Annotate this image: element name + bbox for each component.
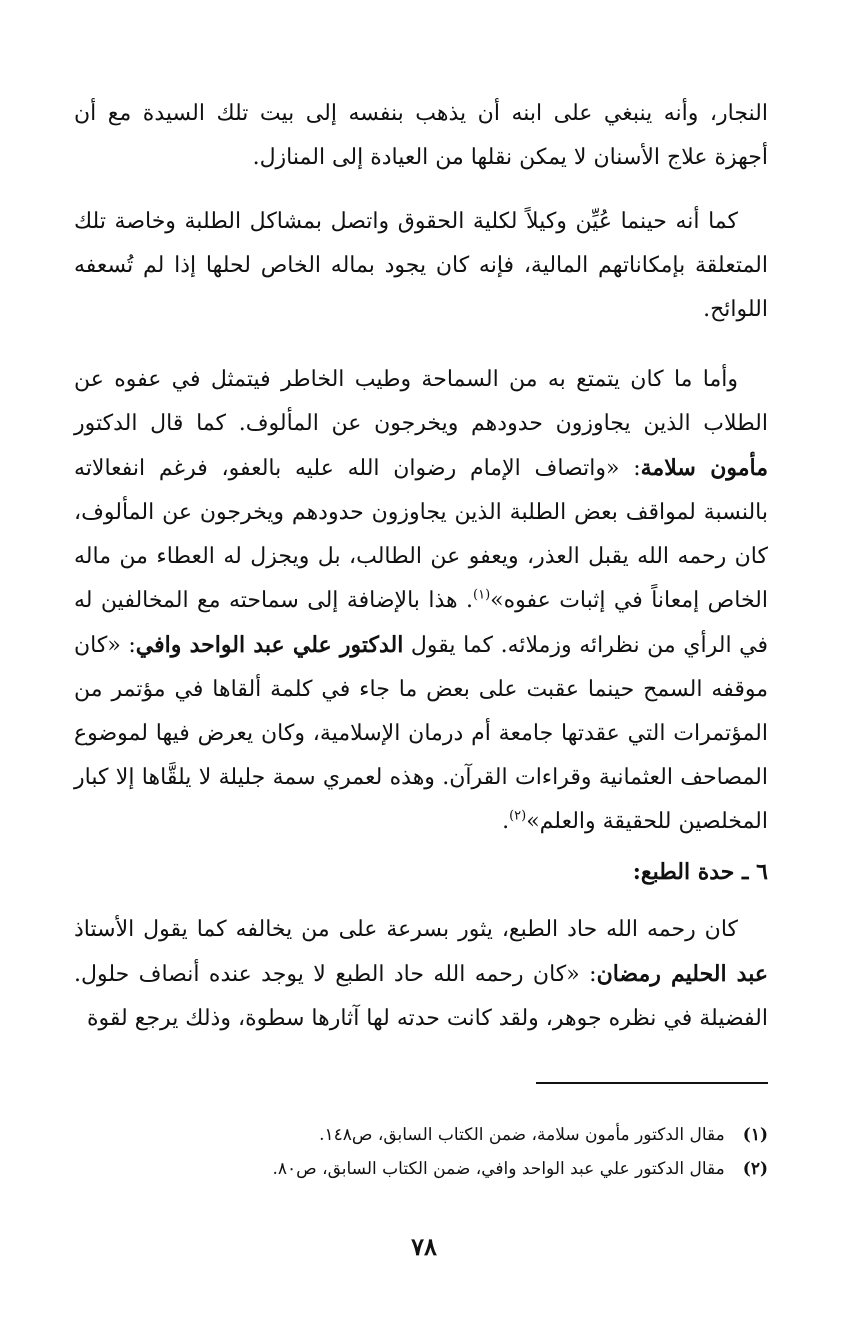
paragraph-3-text-d: : «كان موقفه السمح حينما عقبت على بعض ما جاء في كلمة ألقاها في مؤتمر من المؤتمرات التي عقدتها جامعة أم درمان الإسلامية، وكان يعرض فيها لموضوع المصاحف العثمانية وقراءات القرآن. وهذه لعمري سمة جليلة لا يلقَّاها إلا كبار المخلصين للحقيقة والعلم» bbox=[74, 633, 768, 834]
paragraph-3 bbox=[74, 358, 768, 844]
paragraph-4 bbox=[74, 908, 768, 1041]
paragraph-3-text-a: وأما ما كان يتمتع به من السماحة وطيب الخاطر فيتمثل في عفوه عن الطلاب الذين يجاوزون حدودهم ويخرجون عن المألوف. كما قال الدكتور bbox=[74, 367, 768, 436]
footnote-ref-1[interactable]: (١) bbox=[473, 587, 491, 603]
footnote-divider bbox=[536, 1082, 768, 1084]
name-abdelhalim-ramadan: عبد الحليم رمضان bbox=[596, 961, 769, 987]
footnote-text: مقال الدكتور مأمون سلامة، ضمن الكتاب السابق، ص١٤٨. bbox=[319, 1125, 725, 1145]
footnote-number: (٢) bbox=[742, 1159, 768, 1179]
name-ali-wafi: الدكتور علي عبد الواحد وافي bbox=[135, 632, 404, 658]
paragraph-4-text-a: كان رحمه الله حاد الطبع، يثور بسرعة على من يخالفه كما يقول الأستاذ bbox=[74, 917, 738, 942]
paragraph-2: كما أنه حينما عُيِّن وكيلاً لكلية الحقوق واتصل بمشاكل الطلبة وخاصة تلك المتعلقة بإمكاناتهم المالية، فإنه كان يجود بماله الخاص لحلها إذا لم تُسعفه اللوائح. bbox=[74, 209, 768, 322]
name-mamoun-salama: مأمون سلامة bbox=[640, 455, 768, 481]
footnote-2 bbox=[74, 1152, 768, 1186]
footnotes bbox=[74, 1118, 768, 1186]
page-number: ٧٨ bbox=[411, 1232, 437, 1261]
paragraph-3-text-b: : «واتصاف الإمام رضوان الله عليه بالعفو، فرغم انفعالاته بالنسبة لمواقف بعض الطلبة الذين يجاوزون حدودهم ويخرجون عن المألوف، كان رحمه الله يقبل العذر، ويعفو عن الطالب، بل ويجزل له العطاء من ماله الخاص إمعاناً في إثبات عفوه» bbox=[74, 456, 768, 613]
footnote-1 bbox=[74, 1118, 768, 1152]
paragraph-3-text-c: . هذا بالإضافة إلى سماحته مع المخالفين له في الرأي من نظرائه وزملائه. كما يقول bbox=[74, 588, 768, 658]
section-heading: ٦ ـ حدة الطبع: bbox=[632, 859, 768, 885]
footnote-ref-2[interactable]: (٢) bbox=[509, 808, 527, 824]
footnote-text: مقال الدكتور علي عبد الواحد وافي، ضمن الكتاب السابق، ص٨٠. bbox=[272, 1159, 725, 1179]
paragraph-1: النجار، وأنه ينبغي على ابنه أن يذهب بنفسه إلى بيت تلك السيدة مع أن أجهزة علاج الأسنان لا يمكن نقلها من العيادة إلى المنازل. bbox=[74, 101, 768, 170]
paragraph-4-text-b: : «كان رحمه الله حاد الطبع لا يوجد عنده أنصاف حلول. الفضيلة في نظره جوهر، ولقد كانت حدته لها آثارها سطوة، وذلك يرجع لقوة bbox=[74, 962, 768, 1031]
footnote-number: (١) bbox=[742, 1125, 768, 1145]
paragraph-3-text-e: . bbox=[502, 809, 510, 834]
